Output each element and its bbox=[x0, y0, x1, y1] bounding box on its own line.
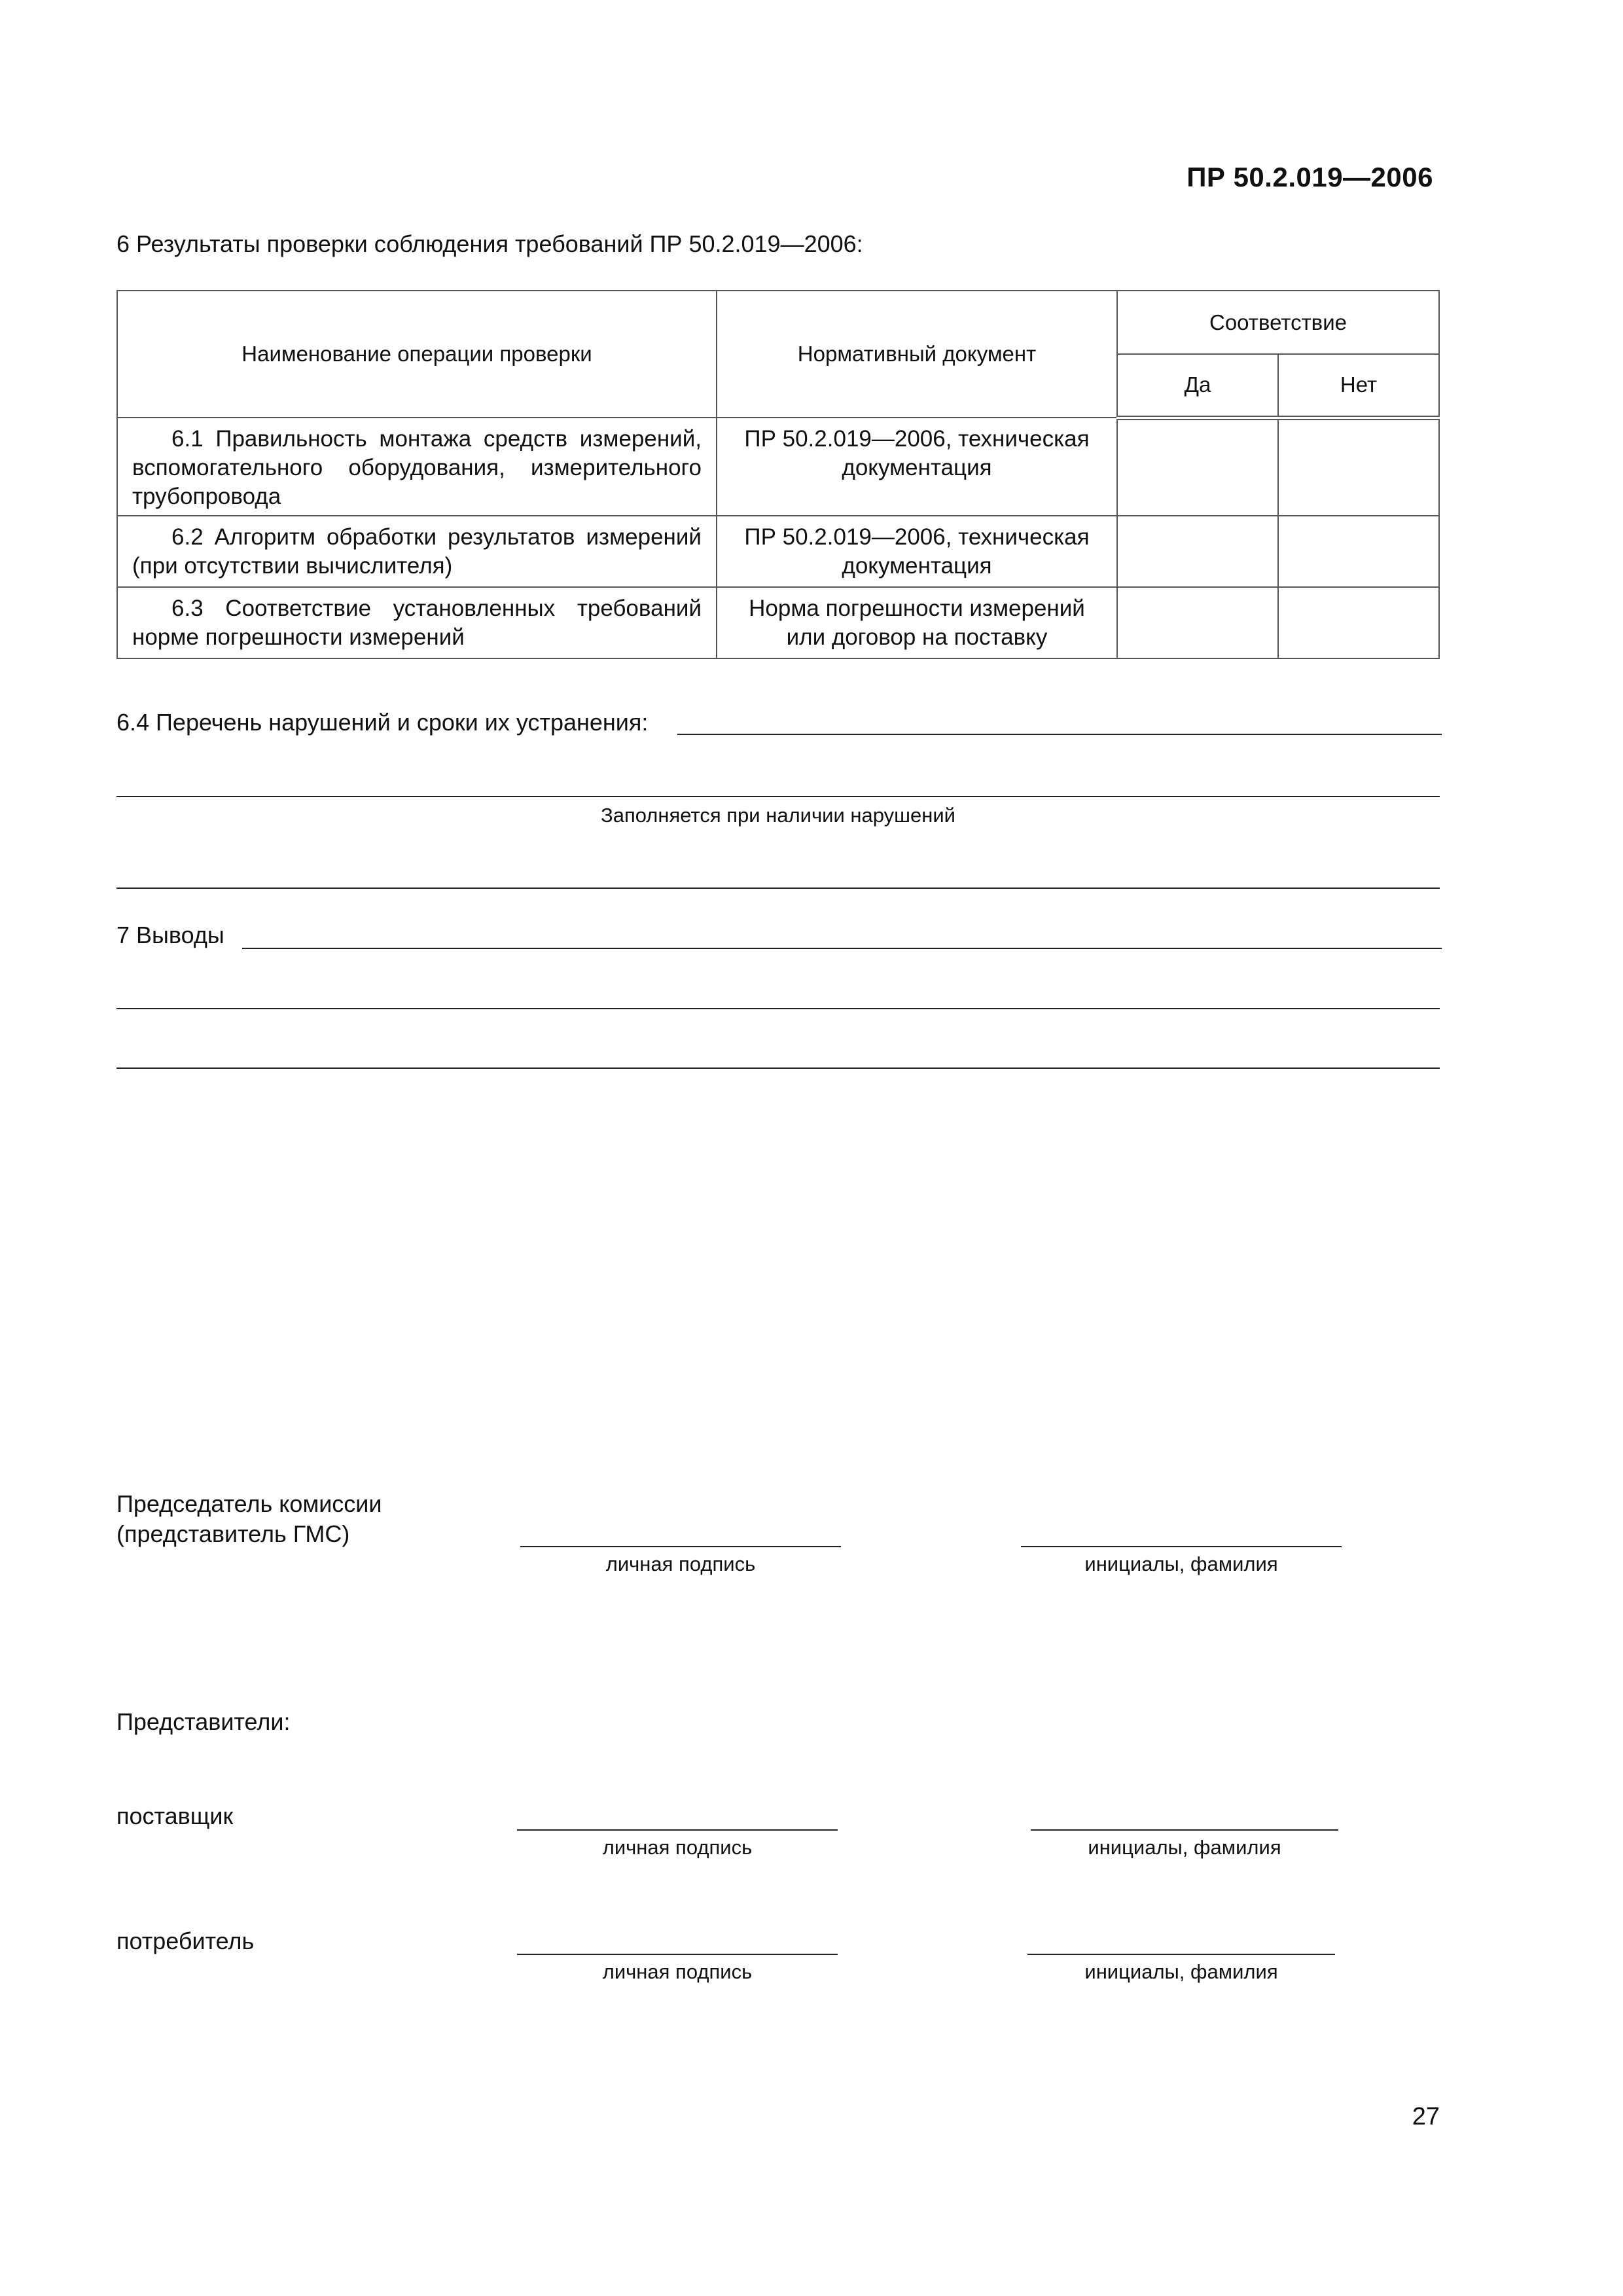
supplier-label: поставщик bbox=[116, 1803, 234, 1829]
yes-cell[interactable] bbox=[1117, 418, 1278, 516]
violations-hint: Заполняется при наличии нарушений bbox=[600, 804, 955, 827]
conclusions-label: 7 Выводы bbox=[116, 922, 230, 949]
conclusions-line-3[interactable] bbox=[116, 1067, 1440, 1069]
table-row bbox=[117, 587, 1439, 658]
violations-label: 6.4 Перечень нарушений и сроки их устранения: bbox=[116, 709, 653, 736]
no-cell[interactable] bbox=[1278, 516, 1439, 587]
operation-cell: 6.2 Алгоритм обработки результатов измерений (при отсутствии вычислителя) bbox=[117, 516, 717, 587]
yes-cell[interactable] bbox=[1117, 587, 1278, 658]
chairman-name-line[interactable] bbox=[1021, 1546, 1342, 1547]
consumer-name-caption: инициалы, фамилия bbox=[1084, 1960, 1278, 1983]
header-document: Нормативный документ bbox=[717, 291, 1117, 418]
yes-cell[interactable] bbox=[1117, 516, 1278, 587]
operation-cell: 6.3 Соответствие установленных требований норме погрешности измерений bbox=[117, 587, 717, 658]
conclusions-line-2[interactable] bbox=[116, 1008, 1440, 1009]
header-compliance: Соответствие bbox=[1117, 291, 1439, 354]
supplier-signature-caption: личная подпись bbox=[602, 1836, 753, 1859]
chairman-label bbox=[116, 1489, 382, 1549]
consumer-signature-line[interactable] bbox=[517, 1954, 838, 1955]
header-yes: Да bbox=[1117, 354, 1278, 418]
header-no: Нет bbox=[1278, 354, 1439, 418]
violations-line-3[interactable] bbox=[116, 888, 1440, 889]
no-cell[interactable] bbox=[1278, 418, 1439, 516]
table-row bbox=[117, 516, 1439, 587]
consumer-name-line[interactable] bbox=[1027, 1954, 1335, 1955]
document-cell: Норма погрешности измерений или договор на поставку bbox=[717, 587, 1117, 658]
page-number: 27 bbox=[1412, 2103, 1440, 2130]
document-code: ПР 50.2.019—2006 bbox=[1186, 162, 1433, 192]
conclusions-line-1[interactable] bbox=[242, 948, 1442, 949]
chairman-name-caption: инициалы, фамилия bbox=[1084, 1552, 1278, 1575]
no-cell[interactable] bbox=[1278, 587, 1439, 658]
chairman-signature-line[interactable] bbox=[520, 1546, 841, 1547]
chairman-signature-caption: личная подпись bbox=[605, 1552, 756, 1575]
supplier-name-caption: инициалы, фамилия bbox=[1088, 1836, 1281, 1859]
chairman-label-line2: (представитель ГМС) bbox=[116, 1520, 350, 1547]
violations-line-1[interactable] bbox=[677, 734, 1442, 735]
document-cell: ПР 50.2.019—2006, техническая документация bbox=[717, 418, 1117, 516]
document-cell: ПР 50.2.019—2006, техническая документация bbox=[717, 516, 1117, 587]
supplier-name-line[interactable] bbox=[1031, 1829, 1338, 1831]
violations-line-2[interactable] bbox=[116, 796, 1440, 797]
supplier-signature-line[interactable] bbox=[517, 1829, 838, 1831]
header-operation: Наименование операции проверки bbox=[117, 291, 717, 418]
section-6-title: 6 Результаты проверки соблюдения требований ПР 50.2.019—2006: bbox=[116, 230, 863, 257]
representatives-title: Представители: bbox=[116, 1708, 291, 1735]
operation-cell: 6.1 Правильность монтажа средств измерений, вспомогательного оборудования, измерительного трубопровода bbox=[117, 418, 717, 516]
consumer-label: потребитель bbox=[116, 1928, 255, 1954]
compliance-table bbox=[116, 290, 1440, 659]
table-row bbox=[117, 418, 1439, 516]
chairman-label-line1: Председатель комиссии bbox=[116, 1490, 382, 1517]
consumer-signature-caption: личная подпись bbox=[602, 1960, 753, 1983]
